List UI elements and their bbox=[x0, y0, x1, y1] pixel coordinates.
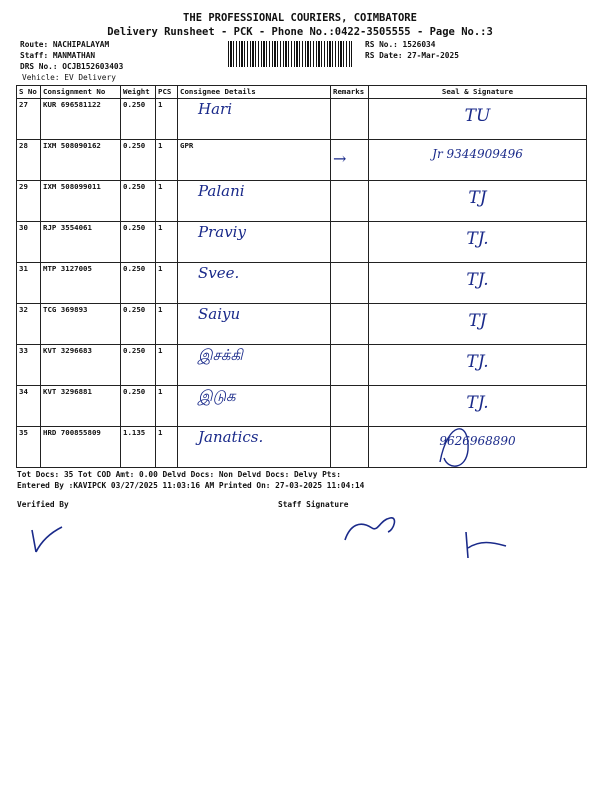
verified-by-label: Verified By bbox=[17, 500, 69, 509]
seal-signature: TU bbox=[464, 106, 491, 126]
seal-signature: TJ bbox=[468, 311, 487, 331]
sno-cell: 35 bbox=[17, 427, 41, 468]
seal-signature: Jr 9344909496 bbox=[432, 147, 523, 161]
staff-signature-label: Staff Signature bbox=[278, 500, 349, 509]
consignee-handwritten: இடுக bbox=[198, 387, 236, 405]
sno-cell: 31 bbox=[17, 263, 41, 304]
sno-cell: 29 bbox=[17, 181, 41, 222]
weight-cell: 0.250 bbox=[121, 304, 156, 345]
consignee-handwritten: Palani bbox=[198, 182, 245, 200]
sno-cell: 34 bbox=[17, 386, 41, 427]
weight-cell: 0.250 bbox=[121, 222, 156, 263]
seal-signature: 9626968890 bbox=[439, 434, 516, 448]
pcs-cell: 1 bbox=[156, 386, 178, 427]
col-header-pcs: PCS bbox=[156, 86, 178, 99]
sno-cell: 30 bbox=[17, 222, 41, 263]
consignee-handwritten: இசக்கி bbox=[198, 346, 243, 364]
consignment-cell: IXM 508090162 bbox=[41, 140, 121, 181]
pcs-cell: 1 bbox=[156, 222, 178, 263]
consignee-handwritten: Svee. bbox=[198, 264, 240, 282]
consignee-handwritten: Hari bbox=[198, 100, 232, 118]
consignment-cell: IXM 508099011 bbox=[41, 181, 121, 222]
consignee-handwritten: Janatics. bbox=[198, 428, 264, 446]
col-header-signature: Seal & Signature bbox=[369, 86, 587, 99]
sno-cell: 32 bbox=[17, 304, 41, 345]
consignee-handwritten: Praviy bbox=[198, 223, 246, 241]
route-label: Route: NACHIPALAYAM bbox=[20, 40, 110, 49]
runsheet-subtitle: Delivery Runsheet - PCK - Phone No.:0422-3505555 - Page No.:3 bbox=[107, 26, 493, 38]
consignee-handwritten: Saiyu bbox=[198, 305, 241, 323]
pcs-cell: 1 bbox=[156, 181, 178, 222]
weight-cell: 0.250 bbox=[121, 181, 156, 222]
weight-cell: 0.250 bbox=[121, 140, 156, 181]
seal-signature: TJ bbox=[468, 188, 487, 208]
col-header-sno: S No bbox=[17, 86, 41, 99]
col-header-consignee: Consignee Details bbox=[178, 86, 331, 99]
remark-mark: → bbox=[333, 149, 347, 168]
rs-date: RS Date: 27-Mar-2025 bbox=[365, 51, 459, 60]
extra-signature bbox=[466, 532, 506, 558]
seal-signature: TJ. bbox=[466, 393, 489, 413]
seal-signature: TJ. bbox=[466, 270, 489, 290]
vehicle-label: Vehicle: EV Delivery bbox=[22, 73, 116, 82]
consignment-cell: KUR 696581122 bbox=[41, 99, 121, 140]
consignment-cell: MTP 3127005 bbox=[41, 263, 121, 304]
col-header-consignment: Consignment No bbox=[41, 86, 121, 99]
weight-cell: 1.135 bbox=[121, 427, 156, 468]
pcs-cell: 1 bbox=[156, 263, 178, 304]
pcs-cell: 1 bbox=[156, 345, 178, 386]
staff-label: Staff: MANMATHAN bbox=[20, 51, 96, 60]
weight-cell: 0.250 bbox=[121, 386, 156, 427]
totals-line: Tot Docs: 35 Tot COD Amt: 0.00 Delvd Docs: Non Delvd Docs: Delvy Pts: bbox=[17, 470, 341, 479]
consignment-cell: KVT 3296881 bbox=[41, 386, 121, 427]
sno-cell: 33 bbox=[17, 345, 41, 386]
seal-signature: TJ. bbox=[466, 352, 489, 372]
pcs-cell: 1 bbox=[156, 140, 178, 181]
pcs-cell: 1 bbox=[156, 427, 178, 468]
sno-cell: 27 bbox=[17, 99, 41, 140]
sno-cell: 28 bbox=[17, 140, 41, 181]
pcs-cell: 1 bbox=[156, 304, 178, 345]
pcs-cell: 1 bbox=[156, 99, 178, 140]
verified-signature bbox=[32, 527, 62, 552]
staff-signature bbox=[345, 518, 394, 540]
consignment-cell: KVT 3296683 bbox=[41, 345, 121, 386]
col-header-weight: Weight bbox=[121, 86, 156, 99]
rs-number: RS No.: 1526034 bbox=[365, 40, 436, 49]
weight-cell: 0.250 bbox=[121, 99, 156, 140]
row35-signature-loop bbox=[440, 429, 468, 466]
company-title: THE PROFESSIONAL COURIERS, COIMBATORE bbox=[183, 12, 417, 24]
weight-cell: 0.250 bbox=[121, 263, 156, 304]
consignment-cell: TCG 369893 bbox=[41, 304, 121, 345]
drs-number: DRS No.: OCJB152603403 bbox=[20, 62, 124, 71]
consignee-printed: GPR bbox=[180, 141, 194, 150]
consignment-cell: HRD 700855809 bbox=[41, 427, 121, 468]
seal-signature: TJ. bbox=[466, 229, 489, 249]
col-header-remarks: Remarks bbox=[331, 86, 369, 99]
weight-cell: 0.250 bbox=[121, 345, 156, 386]
consignment-cell: RJP 3554061 bbox=[41, 222, 121, 263]
entered-by-line: Entered By :KAVIPCK 03/27/2025 11:03:16 AM Printed On: 27-03-2025 11:04:14 bbox=[17, 481, 365, 490]
